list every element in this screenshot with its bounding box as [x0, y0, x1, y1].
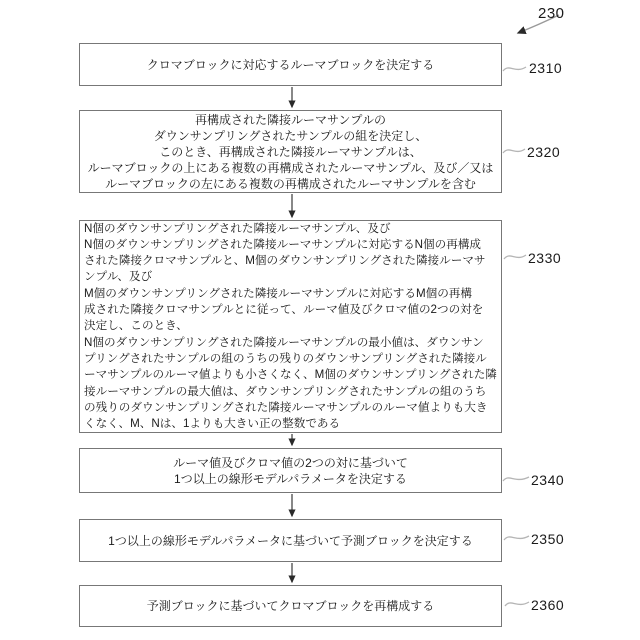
flow-step-text: N個のダウンサンプリングされた隣接ルーマサンプル、及び N個のダウンサンプリングされた隣接ルーマサンプルに対応するN個の再構成 された隣接クロマサンプルと、M個のダウンサンプリングされた隣接ルーマサ ンプル、及び M個のダウンサンプリングされた隣接ルーマサンプルに対応するM個の再構 成された隣接クロマサンプルとに従って、ルーマ値及びクロマ値の2つの対を 決定し、このとき、 N個のダウンサンプリングされた隣接ルーマサンプルの最小値は、ダウンサン プリングされたサンプルの組のうちの残りのダウンサンプリングされた隣接ル ーマサンプルのルーマ値よりも小さくなく、M個のダウンサンプリングされた隣 接ルーマサンプルの最大値は、ダウンサンプリングされたサンプルの組のうち の残りのダウンサンプリングされた隣接ルーマサンプルのルーマ値よりも大き くなく、M、Nは、1よりも大きい正の整数である — [84, 221, 497, 431]
ref-label-2310: 2310 — [529, 60, 563, 76]
ref-label-2330: 2330 — [528, 250, 562, 266]
ref-label-2340: 2340 — [531, 472, 565, 488]
leader-2340 — [503, 477, 529, 481]
leader-2310 — [503, 67, 526, 71]
flow-step-determine-luma-block — [79, 43, 502, 86]
flow-step-text: 予測ブロックに基づいてクロマブロックを再構成する — [146, 599, 435, 613]
flow-step-text: クロマブロックに対応するルーマブロックを決定する — [146, 57, 435, 72]
flow-step-text: ルーマ値及びクロマ値の2つの対に基づいて 1つ以上の線形モデルパラメータを決定する — [173, 455, 408, 486]
flow-step-reconstruct-chroma-block — [79, 585, 502, 627]
ref-label-2320: 2320 — [527, 144, 561, 160]
ref-label-2350: 2350 — [531, 531, 565, 547]
flow-step-determine-two-pairs — [79, 220, 502, 433]
flow-step-determine-prediction-block — [79, 519, 502, 562]
flow-step-text: 再構成された隣接ルーマサンプルの ダウンサンプリングされたサンプルの組を決定し、 このとき、再構成された隣接ルーマサンプルは、 ルーマブロックの上にある複数の再構成されたルーマサンプル、及び／又は ルーマブロックの左にある複数の再構成されたルーマサンプルを含む — [87, 112, 494, 191]
flow-step-text: 1つ以上の線形モデルパラメータに基づいて予測ブロックを決定する — [108, 533, 473, 548]
flow-step-determine-downsampled-set — [79, 110, 502, 193]
leader-2350 — [504, 536, 529, 540]
leader-2330 — [504, 255, 526, 259]
flow-step-determine-linear-model-params — [79, 448, 502, 493]
ref-label-2360: 2360 — [531, 597, 565, 613]
leader-2360 — [505, 602, 529, 606]
leader-2320 — [503, 149, 525, 153]
figure-number: 230 — [538, 5, 565, 22]
